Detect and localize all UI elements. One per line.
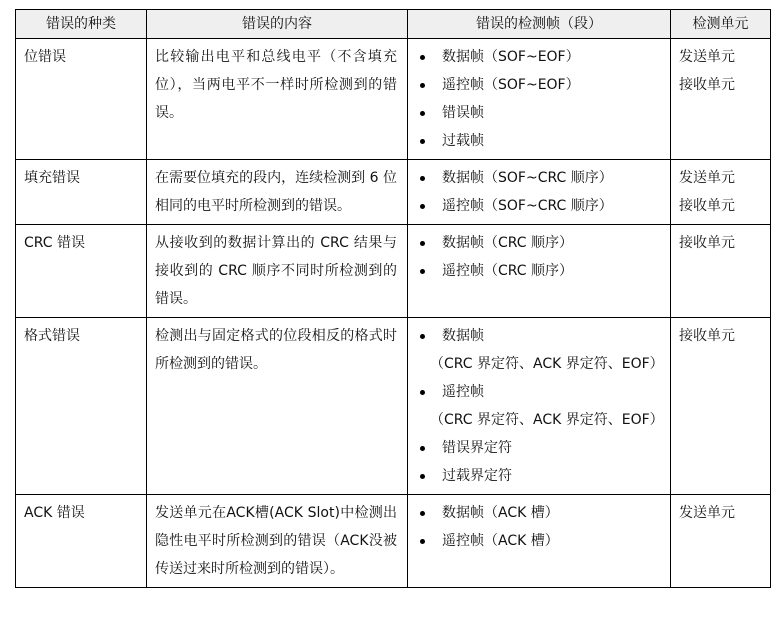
frame-list-item: 遥控帧（ACK 槽）	[414, 527, 662, 555]
header-detection-frame: 错误的检测帧（段）	[408, 10, 671, 39]
error-types-table	[15, 9, 771, 588]
frame-list-item: 过载帧	[414, 127, 662, 155]
error-description-cell: 发送单元在ACK槽(ACK Slot)中检测出隐性电平时所检测到的错误（ACK没被传送过来时所检测到的错误）。	[147, 495, 408, 588]
error-description-cell: 在需要位填充的段内，连续检测到 6 位相同的电平时所检测到的错误。	[147, 160, 408, 225]
detection-unit-label: 接收单元	[679, 328, 735, 344]
detection-unit-cell	[671, 39, 771, 160]
error-description-cell: 从接收到的数据计算出的 CRC 结果与接收到的 CRC 顺序不同时所检测到的错误。	[147, 225, 408, 318]
frame-list	[414, 164, 662, 220]
header-detection-unit: 检测单元	[671, 10, 771, 39]
detection-frames-cell	[408, 225, 671, 318]
table-header	[16, 10, 771, 39]
error-type-cell: CRC 错误	[16, 225, 147, 318]
detection-frames-cell	[408, 495, 671, 588]
detection-frames-cell	[408, 160, 671, 225]
frame-list-item: 数据帧（ACK 槽）	[414, 499, 662, 527]
detection-unit-label: 发送单元	[679, 49, 735, 65]
error-type-cell: 位错误	[16, 39, 147, 160]
header-error-type: 错误的种类	[16, 10, 147, 39]
frame-list-item: 数据帧（SOF~CRC 顺序）	[414, 164, 662, 192]
table-row	[16, 495, 771, 588]
frame-list-item: 数据帧（SOF~EOF）	[414, 43, 662, 71]
header-row	[16, 10, 771, 39]
frame-list-item: 过载界定符	[414, 462, 662, 490]
frame-list-item: 错误界定符	[414, 434, 662, 462]
frame-list	[414, 43, 662, 155]
frame-list	[414, 499, 662, 555]
frame-list-item: 遥控帧（CRC 顺序）	[414, 257, 662, 285]
detection-unit-cell	[671, 225, 771, 318]
detection-unit-label: 接收单元	[679, 235, 735, 251]
frame-list-item: 遥控帧（SOF~CRC 顺序）	[414, 192, 662, 220]
error-type-cell: 填充错误	[16, 160, 147, 225]
table-body	[16, 39, 771, 588]
frame-list-item: 遥控帧	[414, 378, 662, 406]
detection-unit-cell	[671, 495, 771, 588]
detection-unit-label: 发送单元	[679, 170, 735, 186]
detection-unit-label: 接收单元	[679, 198, 735, 214]
detection-unit-cell	[671, 318, 771, 495]
frame-list-item: 数据帧（CRC 顺序）	[414, 229, 662, 257]
header-error-content: 错误的内容	[147, 10, 408, 39]
frame-list-subtext: （CRC 界定符、ACK 界定符、EOF）	[430, 412, 664, 428]
table-row	[16, 225, 771, 318]
table-row	[16, 318, 771, 495]
frame-list-item: 数据帧	[414, 322, 662, 350]
frame-list-item: 错误帧	[414, 99, 662, 127]
frame-list-subtext: （CRC 界定符、ACK 界定符、EOF）	[430, 356, 664, 372]
error-description-cell: 检测出与固定格式的位段相反的格式时所检测到的错误。	[147, 318, 408, 495]
table-row	[16, 39, 771, 160]
error-type-cell: ACK 错误	[16, 495, 147, 588]
table-row	[16, 160, 771, 225]
frame-list-item: 遥控帧（SOF~EOF）	[414, 71, 662, 99]
detection-unit-cell	[671, 160, 771, 225]
detection-frames-cell	[408, 318, 671, 495]
detection-unit-label: 发送单元	[679, 505, 735, 521]
detection-unit-label: 接收单元	[679, 77, 735, 93]
frame-list	[414, 229, 662, 285]
error-type-cell: 格式错误	[16, 318, 147, 495]
frame-list	[414, 322, 662, 490]
error-description-cell: 比较输出电平和总线电平（不含填充位），当两电平不一样时所检测到的错误。	[147, 39, 408, 160]
detection-frames-cell	[408, 39, 671, 160]
